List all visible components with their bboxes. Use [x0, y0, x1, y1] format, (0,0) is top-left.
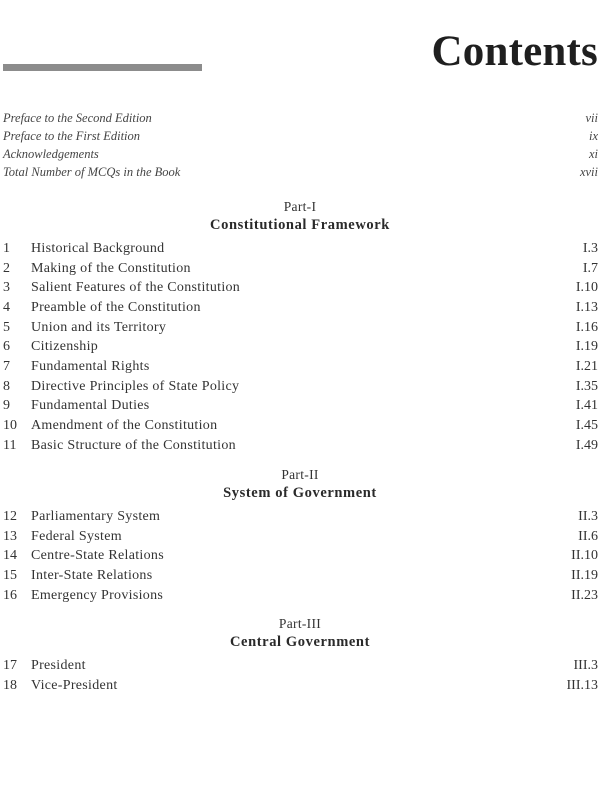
chapter-title: Federal System: [31, 528, 122, 544]
part-name: Central Government: [229, 634, 371, 650]
title-rule: [3, 64, 202, 71]
chapter-item[interactable]: [3, 586, 598, 606]
chapter-title: Emergency Provisions: [31, 587, 164, 603]
chapter-item[interactable]: [3, 318, 598, 338]
chapter-number: 2: [3, 260, 10, 276]
chapter-number: 1: [3, 240, 10, 256]
chapter-page: II.23: [571, 587, 598, 603]
chapter-title: Salient Features of the Constitution: [31, 280, 241, 296]
chapter-page: I.19: [575, 339, 598, 355]
chapter-number: 16: [3, 587, 17, 603]
chapter-page: I.16: [575, 319, 598, 335]
chapter-item[interactable]: [3, 298, 598, 318]
chapter-title: Directive Principles of State Policy: [31, 378, 240, 394]
chapter-title: Union and its Territory: [31, 319, 167, 335]
chapter-title: Parliamentary System: [31, 508, 161, 524]
chapter-title: Inter-State Relations: [31, 567, 153, 583]
chapter-list-part-3: [3, 656, 598, 695]
chapter-number: 9: [3, 398, 10, 414]
front-matter-list: [3, 111, 598, 183]
chapter-page: I.10: [575, 280, 598, 296]
chapter-page: II.10: [571, 548, 598, 564]
chapter-number: 17: [3, 657, 17, 673]
front-matter-item[interactable]: [3, 147, 598, 165]
front-matter-page: xvii: [579, 165, 598, 179]
chapter-number: 10: [3, 418, 17, 434]
chapter-item[interactable]: [3, 337, 598, 357]
chapter-title: Fundamental Duties: [31, 398, 150, 414]
chapter-item[interactable]: [3, 397, 598, 417]
chapter-number: 6: [3, 339, 10, 355]
chapter-page: I.7: [582, 260, 598, 276]
chapter-item[interactable]: [3, 566, 598, 586]
chapter-page: III.13: [566, 677, 598, 693]
chapter-number: 7: [3, 358, 10, 374]
chapter-title: Making of the Constitution: [31, 260, 191, 276]
chapter-item[interactable]: [3, 259, 598, 279]
part-label: Part-II: [281, 467, 319, 482]
chapter-title: Centre-State Relations: [31, 548, 164, 564]
part-name: Constitutional Framework: [210, 217, 390, 233]
chapter-page: II.3: [578, 508, 598, 524]
part-name: System of Government: [223, 485, 377, 501]
part-label: Part-I: [283, 199, 317, 214]
chapter-number: 8: [3, 378, 10, 394]
part-heading-3: [0, 615, 600, 652]
chapter-number: 18: [3, 677, 17, 693]
chapter-title: Historical Background: [31, 240, 165, 256]
chapter-title: Basic Structure of the Constitution: [31, 437, 236, 453]
chapter-item[interactable]: [3, 239, 598, 259]
chapter-item[interactable]: [3, 507, 598, 527]
chapter-page: I.3: [582, 240, 598, 256]
front-matter-page: xi: [588, 147, 598, 161]
chapter-title: Vice-President: [31, 677, 118, 693]
chapter-title: President: [31, 657, 86, 673]
front-matter-title: Preface to the First Edition: [3, 129, 141, 143]
chapter-title: Amendment of the Constitution: [31, 418, 218, 434]
chapter-page: II.19: [571, 567, 598, 583]
chapter-title: Fundamental Rights: [31, 358, 150, 374]
chapter-item[interactable]: [3, 357, 598, 377]
chapter-item[interactable]: [3, 527, 598, 547]
front-matter-item[interactable]: [3, 111, 598, 129]
chapter-item[interactable]: [3, 278, 598, 298]
chapter-title: Citizenship: [31, 339, 99, 355]
front-matter-page: vii: [585, 111, 598, 125]
chapter-page: I.41: [575, 398, 598, 414]
chapter-item[interactable]: [3, 656, 598, 676]
chapter-item[interactable]: [3, 377, 598, 397]
front-matter-title: Total Number of MCQs in the Book: [3, 165, 181, 179]
chapter-item[interactable]: [3, 676, 598, 696]
chapter-item[interactable]: [3, 546, 598, 566]
chapter-page: I.13: [575, 299, 598, 315]
chapter-page: I.45: [575, 418, 598, 434]
front-matter-item[interactable]: [3, 165, 598, 183]
chapter-list-part-2: [3, 507, 598, 605]
front-matter-page: ix: [588, 129, 598, 143]
chapter-number: 15: [3, 567, 17, 583]
part-label: Part-III: [278, 616, 322, 631]
chapter-number: 11: [3, 437, 17, 453]
chapter-number: 4: [3, 299, 10, 315]
chapter-page: III.3: [573, 657, 598, 673]
front-matter-title: Acknowledgements: [3, 147, 99, 161]
chapter-number: 12: [3, 508, 17, 524]
chapter-number: 14: [3, 548, 17, 564]
chapter-list-part-1: [3, 239, 598, 456]
chapter-item[interactable]: [3, 436, 598, 456]
chapter-page: I.35: [575, 378, 598, 394]
chapter-page: I.21: [575, 358, 598, 374]
chapter-number: 13: [3, 528, 17, 544]
page-title: Contents: [431, 28, 598, 75]
front-matter-item[interactable]: [3, 129, 598, 147]
chapter-number: 5: [3, 319, 10, 335]
chapter-page: I.49: [575, 437, 598, 453]
chapter-page: II.6: [578, 528, 598, 544]
chapter-number: 3: [3, 280, 10, 296]
front-matter-title: Preface to the Second Edition: [3, 111, 152, 125]
chapter-title: Preamble of the Constitution: [31, 299, 201, 315]
chapter-item[interactable]: [3, 416, 598, 436]
part-heading-2: [0, 466, 600, 503]
part-heading-1: [0, 198, 600, 235]
